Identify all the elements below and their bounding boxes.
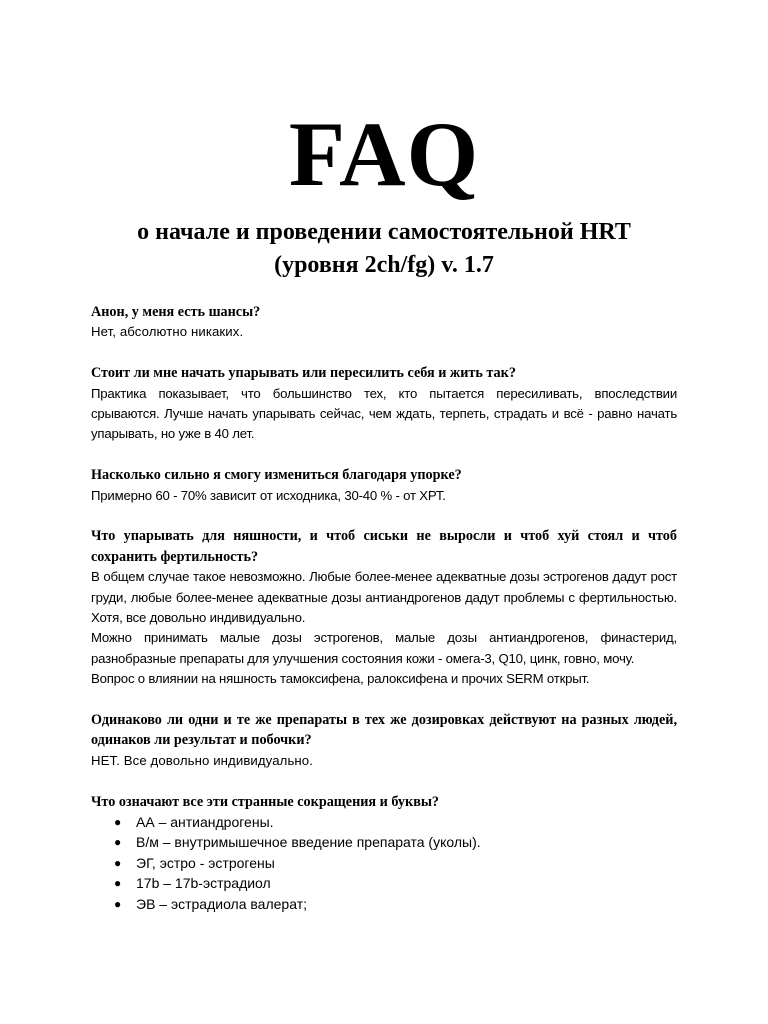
- list-item: [91, 853, 677, 873]
- bullet-icon: ●: [114, 815, 122, 830]
- bullet-icon: ●: [114, 876, 122, 891]
- faq-question: Насколько сильно я смогу измениться благодаря упорке?: [91, 467, 462, 484]
- bullet-icon: ●: [114, 855, 122, 870]
- faq-item: [91, 302, 677, 343]
- list-item-text: АА – антиандрогены.: [136, 814, 274, 831]
- faq-answer: В общем случае такое невозможно. Любые более-менее адекватные дозы эстрогенов дадут рост груди, любые более-менее адекватные дозы антиандрогенов дадут проблемы с фертильностью. Хотя, все довольно индивидуально.: [91, 569, 677, 626]
- faq-item: [91, 465, 677, 506]
- list-item: [91, 812, 677, 832]
- faq-content: [91, 302, 677, 914]
- faq-question: Что означают все эти странные сокращения и буквы?: [91, 793, 440, 810]
- faq-item: [91, 710, 677, 771]
- list-item: [91, 832, 677, 852]
- faq-question: Одинаково ли одни и те же препараты в тех же дозировках действуют на разных людей, одинаков ли результат и побочки?: [91, 712, 677, 749]
- list-item-text: ЭГ, эстро - эстрогены: [136, 854, 275, 871]
- faq-answer: Нет, абсолютно никаких.: [91, 324, 244, 340]
- faq-question: Стоит ли мне начать упарывать или пересилить себя и жить так?: [91, 365, 516, 382]
- faq-item: [91, 363, 677, 445]
- faq-item: [91, 792, 677, 914]
- abbreviations-list: [91, 812, 677, 914]
- faq-answer: Примерно 60 - 70% зависит от исходника, 30-40 % - от ХРТ.: [91, 487, 446, 503]
- page-subtitle: [0, 216, 768, 282]
- subtitle-line-2: (уровня 2ch/fg) v. 1.7: [274, 252, 494, 278]
- bullet-icon: ●: [114, 835, 122, 850]
- faq-item: [91, 526, 677, 689]
- page-title: FAQ: [288, 103, 480, 205]
- list-item-text: 17b – 17b-эстрадиол: [136, 875, 271, 892]
- list-item-text: ЭВ – эстрадиола валерат;: [136, 895, 307, 912]
- bullet-icon: ●: [114, 896, 122, 911]
- list-item: [91, 873, 677, 893]
- faq-answer: Практика показывает, что большинство тех, кто пытается пересиливать, впоследствии срываются. Лучше начать упарывать сейчас, чем ждать, терпеть, страдать и всё - равно начать упарывать, но уже в 40 лет.: [91, 385, 677, 442]
- list-item-text: В/м – внутримышечное введение препарата (уколы).: [136, 834, 481, 851]
- subtitle-line-1: о начале и проведении самостоятельной HRT: [137, 219, 631, 245]
- faq-question: Анон, у меня есть шансы?: [91, 304, 261, 320]
- list-item: [91, 894, 677, 914]
- faq-question: Что упарывать для няшности, и чтоб сиськи не выросли и чтоб хуй стоял и чтоб сохранить фертильность?: [91, 528, 677, 565]
- faq-answer: Можно принимать малые дозы эстрогенов, малые дозы антиандрогенов, финастерид, разнобразные препараты для улучшения состояния кожи - омега-3, Q10, цинк, говно, мочу.: [91, 630, 677, 666]
- faq-answer: НЕТ. Все довольно индивидуально.: [91, 752, 314, 768]
- faq-answer: Вопрос о влиянии на няшность тамоксифена, ралоксифена и прочих SERM открыт.: [91, 671, 590, 687]
